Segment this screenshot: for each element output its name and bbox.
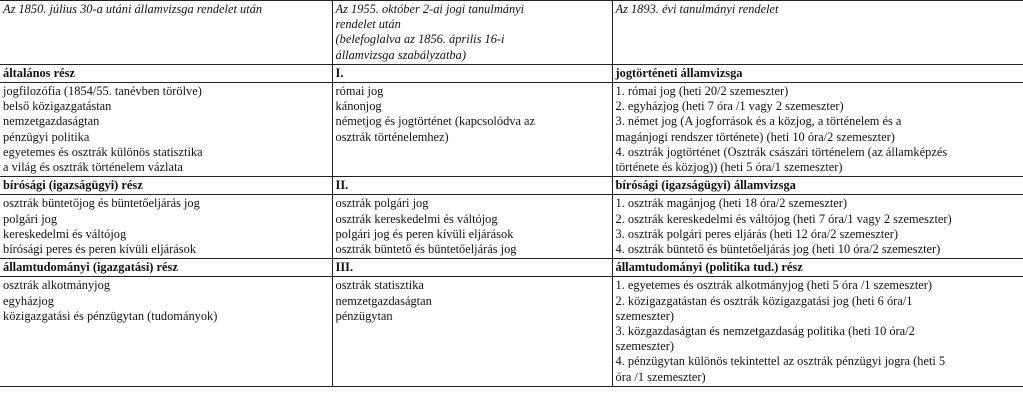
list-item: jogfilozófia (1854/55. tanévben törölve) [3,84,202,99]
list-item: közigazgatási és pénzügytan (tudományok) [3,308,218,323]
header-text-1893: Az 1893. évi tanulmányi rendelet [615,2,779,16]
section-content-row [0,277,1023,386]
header-text-1855-line1: Az 1955. október 2-ai jogi tanulmányi [335,2,525,16]
list-item: osztrák alkotmányjog [3,278,111,293]
list-item: osztrák büntető és büntetőeljárás jog [335,242,517,257]
list-item: polgári jog [3,211,58,226]
section-title: államtudományi (igazgatási) rész [0,259,332,277]
list-item: története és közjog)) (heti 5 óra/1 szemeszter) [615,160,843,175]
list-item: szemeszter) [615,308,674,323]
section-title: bírósági (igazságügyi) államvizsga [612,177,1023,195]
list-item: 4. osztrák jogtörténet (Osztrák császári történelem (az államképzés [615,144,948,159]
section-title-row [0,177,1023,195]
list-item: osztrák kereskedelmi és váltójog [335,211,498,226]
list-item: osztrák statisztika [335,278,424,293]
header-cell-1893 [612,1,1023,65]
section-items-1850 [0,83,332,177]
header-cell-1850 [0,1,332,65]
list-item: 3. német jog (A jogforrások és a közjog, a történelem és a [615,114,902,129]
section-items-1893 [612,195,1023,259]
section-items-1850 [0,277,332,386]
list-item: 3. osztrák polgári peres eljárás (heti 12 óra/2 szemeszter) [615,226,898,241]
list-item: osztrák polgári jog [335,196,429,211]
list-item: 2. osztrák kereskedelmi és váltójog (heti 7 óra/1 vagy 2 szemeszter) [615,211,952,226]
list-item: 1. római jog (heti 20/2 szemeszter) [615,84,789,99]
list-item: szemeszter) [615,339,674,354]
section-title: I. [332,64,612,82]
section-title: III. [332,259,612,277]
section-items-1893 [612,83,1023,177]
list-item: egyetemes és osztrák különös statisztika [3,144,203,159]
list-item: bírósági peres és peren kívüli eljárások [3,242,197,257]
header-text-1855-line2: rendelet után [335,17,401,32]
section-items-1855 [332,83,612,177]
list-item: a világ és osztrák történelem vázlata [3,160,183,175]
section-content-row [0,195,1023,259]
header-cell-1855 [332,1,612,65]
list-item: 1. osztrák magánjog (heti 18 óra/2 szemeszter) [615,196,848,211]
list-item: pénzügyi politika [3,129,90,144]
list-item: 2. egyházjog (heti 7 óra /1 vagy 2 szemeszter) [615,99,844,114]
section-title: bírósági (igazságügyi) rész [0,177,332,195]
section-content-row [0,83,1023,177]
section-items-1893 [612,277,1023,386]
section-items-1855 [332,277,612,386]
list-item: németjog és jogtörténet (kapcsolódva az [335,114,536,129]
list-item: egyházjog [3,293,54,308]
section-title: általános rész [0,64,332,82]
section-title-row [0,64,1023,82]
list-item: kánonjog [335,99,382,114]
list-item: polgári jog és peren kívüli eljárások [335,226,514,241]
list-item: belső közigazgatástan [3,99,112,114]
list-item: magánjogi rendszer története) (heti 10 óra/2 szemeszter) [615,129,895,144]
list-item: nemzetgazdaságtan [335,293,432,308]
header-text-1855-line3: (belefoglalva az 1856. április 16-i [335,32,505,47]
header-text-1855-line4: államvizsga szabályzatba) [335,47,466,62]
list-item: óra /1 szemeszter) [615,369,706,384]
list-item: kereskedelmi és váltójog [3,226,127,241]
list-item: 2. közigazgatástan és osztrák közigazgatási jog (heti 6 óra/1 [615,293,913,308]
list-item: római jog [335,84,384,99]
list-item: pénzügytan [335,308,393,323]
header-text-1850: Az 1850. július 30-a utáni államvizsga rendelet után [3,2,263,16]
section-items-1855 [332,195,612,259]
list-item: osztrák büntetőjog és büntetőeljárás jog [3,196,200,211]
list-item: 3. közgazdaságtan és nemzetgazdaság politika (heti 10 óra/2 [615,324,915,339]
section-items-1850 [0,195,332,259]
list-item: osztrák történelemhez) [335,129,449,144]
list-item: nemzetgazdaságtan [3,114,100,129]
section-title: II. [332,177,612,195]
section-title: jogtörténeti államvizsga [612,64,1023,82]
section-title-row [0,259,1023,277]
header-row [0,1,1023,65]
list-item: 4. osztrák büntető és büntetőeljárás jog (heti 10 óra/2 szemeszter) [615,242,941,257]
list-item: 1. egyetemes és osztrák alkotmányjog (heti 5 óra /1 szemeszter) [615,278,933,293]
section-title: államtudományi (politika tud.) rész [612,259,1023,277]
list-item: 4. pénzügytan különös tekintettel az osztrák pénzügyi jogra (heti 5 [615,354,946,369]
